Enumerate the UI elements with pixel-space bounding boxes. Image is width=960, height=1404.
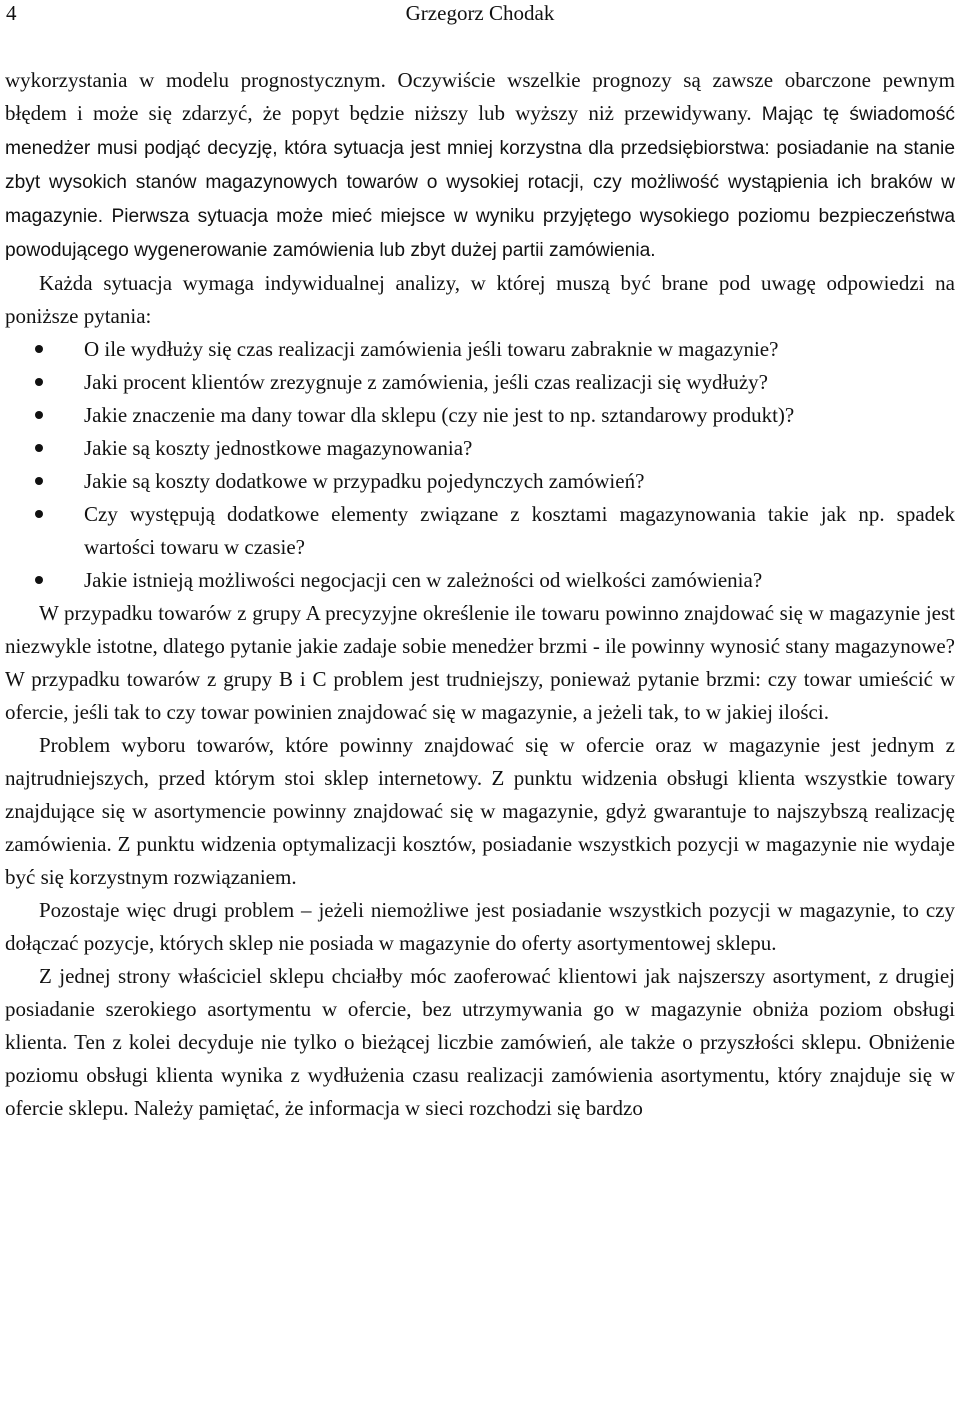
- paragraph-group-a-bc: W przypadku towarów z grupy A precyzyjne określenie ile towaru powinno znajdować się w magazynie jest niezwykle istotne, dlatego pytanie jakie zadaje sobie menedżer brzmi - ile powinny wynosić stany magazynowe? W przypadku towarów z grupy B i C problem jest trudniejszy, ponieważ pytanie brzmi: czy towar umieścić w ofercie, jeśli tak to czy towar powinien znajdować się w magazynie, a jeżeli tak, to w jakiej ilości.: [5, 601, 955, 724]
- bullet-icon: [35, 378, 43, 386]
- running-head-author: Grzegorz Chodak: [405, 1, 555, 25]
- bullet-icon: [35, 576, 43, 584]
- bullet-icon: [35, 345, 43, 353]
- paragraph-analysis-intro: Każda sytuacja wymaga indywidualnej analizy, w której muszą być brane pod uwagę odpowiedzi na poniższe pytania:: [5, 271, 955, 328]
- paragraph-forecast-error-part2: Mając tę świadomość menedżer musi podjąć decyzję, która sytuacja jest mniej korzystna dla przedsiębiorstwa: posiadanie na stanie zbyt wysokich stanów magazynowych towarów o wysokiej rotacji, czy możliwość wystąpienia ich braków w magazynie. Pierwsza sytuacja może mieć miejsce w wyniku przyjętego wysokiego poziomu bezpieczeństwa powodującego wygenerowanie zamówienia lub zbyt dużej partii zamówienia.: [5, 104, 956, 261]
- list-item-text: Jakie są koszty jednostkowe magazynowania?: [84, 436, 473, 460]
- list-item-text: Jakie znaczenie ma dany towar dla sklepu (czy nie jest to np. sztandarowy produkt)?: [84, 403, 795, 427]
- page-number: 4: [6, 1, 17, 25]
- questions-list: [5, 333, 955, 597]
- bullet-icon: [35, 510, 43, 518]
- page-body: [5, 64, 955, 1125]
- bullet-icon: [35, 477, 43, 485]
- list-item-text: Czy występują dodatkowe elementy związane z kosztami magazynowania takie jak np. spadek wartości towaru w czasie?: [84, 502, 955, 559]
- list-item: [5, 333, 955, 366]
- list-item: [5, 465, 955, 498]
- list-item-text: Jakie są koszty dodatkowe w przypadku pojedynczych zamówień?: [84, 469, 645, 493]
- list-item: [5, 399, 955, 432]
- list-item-text: Jakie istnieją możliwości negocjacji cen w zależności od wielkości zamówienia?: [84, 568, 763, 592]
- list-item: [5, 366, 955, 399]
- list-item: [5, 432, 955, 465]
- paragraph-assortment-tradeoff: Z jednej strony właściciel sklepu chciałby móc zaoferować klientowi jak najszerszy asortyment, z drugiej posiadanie szerokiego asortymentu w ofercie, bez utrzymywania go w magazynie obniża poziom obsługi klienta. Ten z kolei decyduje nie tylko o bieżącej liczbie zamówień, ale także o przyszłości sklepu. Obniżenie poziomu obsługi klienta wynika z wydłużenia czasu realizacji zamówienia asortymentu, który znajduje się w ofercie sklepu. Należy pamiętać, że informacja w sieci rozchodzi się bardzo: [5, 964, 955, 1120]
- paragraph-forecast-error: [5, 64, 955, 267]
- paragraph-product-selection: Problem wyboru towarów, które powinny znajdować się w ofercie oraz w magazynie jest jednym z najtrudniejszych, przed którym stoi sklep internetowy. Z punktu widzenia obsługi klienta wszystkie towary znajdujące się w asortymencie powinny znajdować się w magazynie, gdyż gwarantuje to najszybszą realizację zamówienia. Z punktu widzenia optymalizacji kosztów, posiadanie wszystkich pozycji w magazynie nie wydaje być się korzystnym rozwiązaniem.: [5, 733, 955, 889]
- bullet-icon: [35, 411, 43, 419]
- list-item-text: O ile wydłuży się czas realizacji zamówienia jeśli towaru zabraknie w magazynie?: [84, 337, 779, 361]
- paragraph-second-problem: Pozostaje więc drugi problem – jeżeli niemożliwe jest posiadanie wszystkich pozycji w magazynie, to czy dołączać pozycje, których sklep nie posiada w magazynie do oferty asortymentowej sklepu.: [5, 898, 955, 955]
- paragraph-forecast-error-part1: wykorzystania w modelu prognostycznym. Oczywiście wszelkie prognozy są zawsze obarczone pewnym błędem i może się zdarzyć, że popyt będzie niższy lub wyższy niż przewidywany.: [5, 68, 955, 125]
- list-item-text: Jaki procent klientów zrezygnuje z zamówienia, jeśli czas realizacji się wydłuży?: [84, 370, 768, 394]
- list-item: [5, 564, 955, 597]
- list-item: [5, 498, 955, 564]
- bullet-icon: [35, 444, 43, 452]
- page-header: [6, 0, 954, 26]
